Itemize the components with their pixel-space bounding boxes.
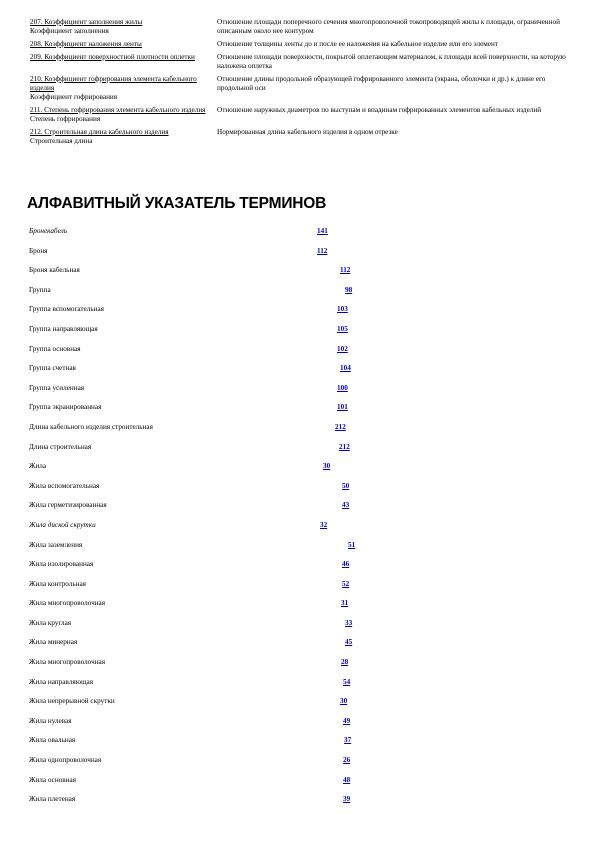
index-entry — [29, 776, 569, 796]
index-term: Группа — [29, 285, 51, 294]
index-term: Группа усиленная — [29, 383, 85, 392]
definition-term-alt: Строительная длина — [30, 137, 93, 145]
index-term: Жила герметизированная — [29, 501, 107, 510]
definition-term-main: 212. Строительная длина кабельного изделия — [30, 128, 169, 136]
definition-text: Отношение площади поперечного сечения многопроволочной токопроводящей жилы к площади, ограниченной описанным около нее контуром — [217, 18, 560, 35]
definition-text: Отношение площади поверхности, покрытой оплетающим материалом, к площади всей поверхности, на которую наложена оплетка — [217, 53, 566, 70]
index-entry — [29, 599, 569, 619]
definition-row — [30, 18, 570, 36]
index-term-number-link[interactable]: 30 — [323, 462, 331, 471]
definition-term-main: 211. Степень гофрирования элемента кабельного изделия — [30, 106, 206, 114]
index-entry — [29, 619, 569, 639]
index-entry — [29, 286, 569, 306]
index-term: Жила плетеная — [29, 795, 76, 804]
index-term-number-link[interactable]: 50 — [342, 481, 350, 490]
index-term-number-link[interactable]: 51 — [348, 540, 356, 549]
definition-term-alt: Коэффициент заполнения — [30, 27, 109, 35]
index-term: Жила минерная — [29, 638, 78, 647]
index-entry — [29, 756, 569, 776]
index-term: Жила непрерывной скрутки — [29, 697, 115, 706]
index-entry — [29, 462, 569, 482]
index-term-number-link[interactable]: 32 — [320, 520, 328, 529]
index-term: Жила основная — [29, 775, 76, 784]
index-term-number-link[interactable]: 112 — [317, 246, 328, 255]
index-entry — [29, 247, 569, 267]
index-term: Жила — [29, 462, 47, 471]
definition-term — [30, 106, 217, 124]
index-term: Жила изолированная — [29, 560, 94, 569]
index-term-number-link[interactable]: 100 — [337, 383, 348, 392]
index-term: Жила вспомогательная — [29, 481, 100, 490]
index-entry — [29, 560, 569, 580]
index-term-number-link[interactable]: 49 — [343, 716, 351, 725]
index-term-number-link[interactable]: 141 — [317, 227, 328, 235]
index-term-number-link[interactable]: 54 — [343, 677, 351, 686]
index-term: Жила нулевая — [29, 716, 72, 725]
index-entry — [29, 697, 569, 717]
index-term-number-link[interactable]: 33 — [345, 618, 353, 627]
definition-term — [30, 75, 217, 102]
definition-row — [30, 53, 570, 71]
definition-term — [30, 18, 217, 36]
definition-term-main: 207. Коэффициент заполнения жилы — [30, 18, 143, 26]
definition-term — [30, 40, 217, 49]
index-term-number-link[interactable]: 30 — [340, 697, 348, 706]
definition-row — [30, 75, 570, 102]
index-term: Группа направляющая — [29, 324, 98, 333]
index-term: Бронекабель — [29, 227, 67, 235]
definition-term — [30, 53, 217, 71]
index-entry — [29, 736, 569, 756]
index-term: Жила заземления — [29, 540, 83, 549]
index-entry — [29, 658, 569, 678]
index-term-number-link[interactable]: 101 — [337, 403, 348, 412]
definition-text: Нормированная длина кабельного изделия в одном отрезке — [217, 128, 398, 136]
index-term-number-link[interactable]: 102 — [337, 344, 348, 353]
index-term-number-link[interactable]: 37 — [344, 736, 352, 745]
index-term: Броня — [29, 246, 48, 255]
index-term: Жила многопроволочная — [29, 599, 106, 608]
index-entry — [29, 521, 569, 541]
index-entry — [29, 638, 569, 658]
definition-term-main: 209. Коэффициент поверхностной плотности оплетки — [30, 53, 195, 61]
index-term: Группа вспомогательная — [29, 305, 104, 314]
index-term: Группа основная — [29, 344, 81, 353]
alphabetical-index — [29, 227, 569, 815]
index-entry — [29, 345, 569, 365]
index-term-number-link[interactable]: 212 — [339, 442, 350, 451]
definition-row — [30, 40, 570, 49]
index-term-number-link[interactable]: 112 — [340, 266, 351, 275]
index-term-number-link[interactable]: 39 — [343, 795, 351, 804]
index-term: Жила круглая — [29, 618, 72, 627]
index-term: Жила диской скрутки — [29, 520, 96, 529]
definition-text: Отношение наружных диаметров по выступам и впадинам гофрированных элементов кабельных изделий — [217, 106, 542, 114]
index-entry — [29, 541, 569, 561]
index-term: Жила контрольная — [29, 579, 86, 588]
index-entry — [29, 580, 569, 600]
index-entry — [29, 501, 569, 521]
index-term: Жила многопроволочная — [29, 658, 106, 667]
index-term-number-link[interactable]: 52 — [342, 579, 350, 588]
index-term-number-link[interactable]: 31 — [341, 599, 349, 608]
index-term: Длина кабельного изделия строительная — [29, 422, 153, 431]
definition-text: Отношение длины продольной образующей гофрированного элемента (экрана, оболочки и др.) к длине его продольной оси — [217, 75, 546, 92]
index-term-number-link[interactable]: 45 — [345, 638, 353, 647]
index-term-number-link[interactable]: 48 — [343, 775, 351, 784]
index-term: Группа счетная — [29, 364, 76, 373]
definition-row — [30, 128, 570, 146]
index-term-number-link[interactable]: 28 — [341, 658, 349, 667]
index-term-number-link[interactable]: 43 — [342, 501, 350, 510]
index-entry — [29, 403, 569, 423]
index-entry — [29, 325, 569, 345]
definitions-table — [30, 18, 570, 150]
definition-term-alt: Степень гофрирования — [30, 115, 101, 123]
index-entry — [29, 305, 569, 325]
definition-text: Отношение толщины ленты до и после ее наложения на кабельное изделие или его элемент — [217, 40, 499, 48]
index-term-number-link[interactable]: 26 — [343, 756, 351, 765]
definition-term — [30, 128, 217, 146]
index-term: Группа экранированная — [29, 403, 102, 412]
index-term: Длина строительная — [29, 442, 92, 451]
definition-term-main: 210. Коэффициент гофрирования элемента кабельного изделия — [30, 75, 197, 92]
index-term-number-link[interactable]: 46 — [342, 560, 350, 569]
index-entry — [29, 266, 569, 286]
index-term-number-link[interactable]: 98 — [345, 285, 353, 294]
index-entry — [29, 423, 569, 443]
definition-term-alt: Коэффициент гофрирования — [30, 93, 118, 101]
index-entry — [29, 678, 569, 698]
index-term-number-link[interactable]: 212 — [335, 422, 346, 431]
index-entry — [29, 795, 569, 815]
page-title: АЛФАВИТНЫЙ УКАЗАТЕЛЬ ТЕРМИНОВ — [27, 195, 327, 212]
index-entry — [29, 717, 569, 737]
index-term: Жила направляющая — [29, 677, 94, 686]
index-entry — [29, 482, 569, 502]
definition-term-main: 208. Коэффициент наложения ленты — [30, 40, 142, 48]
index-term-number-link[interactable]: 103 — [337, 305, 348, 314]
index-entry — [29, 384, 569, 404]
index-term-number-link[interactable]: 104 — [340, 364, 351, 373]
index-term: Броня кабельная — [29, 266, 80, 275]
index-term-number-link[interactable]: 105 — [337, 324, 348, 333]
index-entry — [29, 364, 569, 384]
index-entry — [29, 227, 569, 247]
definition-row — [30, 106, 570, 124]
index-term: Жила однопроволочная — [29, 756, 102, 765]
index-term: Жила овальная — [29, 736, 76, 745]
index-entry — [29, 443, 569, 463]
